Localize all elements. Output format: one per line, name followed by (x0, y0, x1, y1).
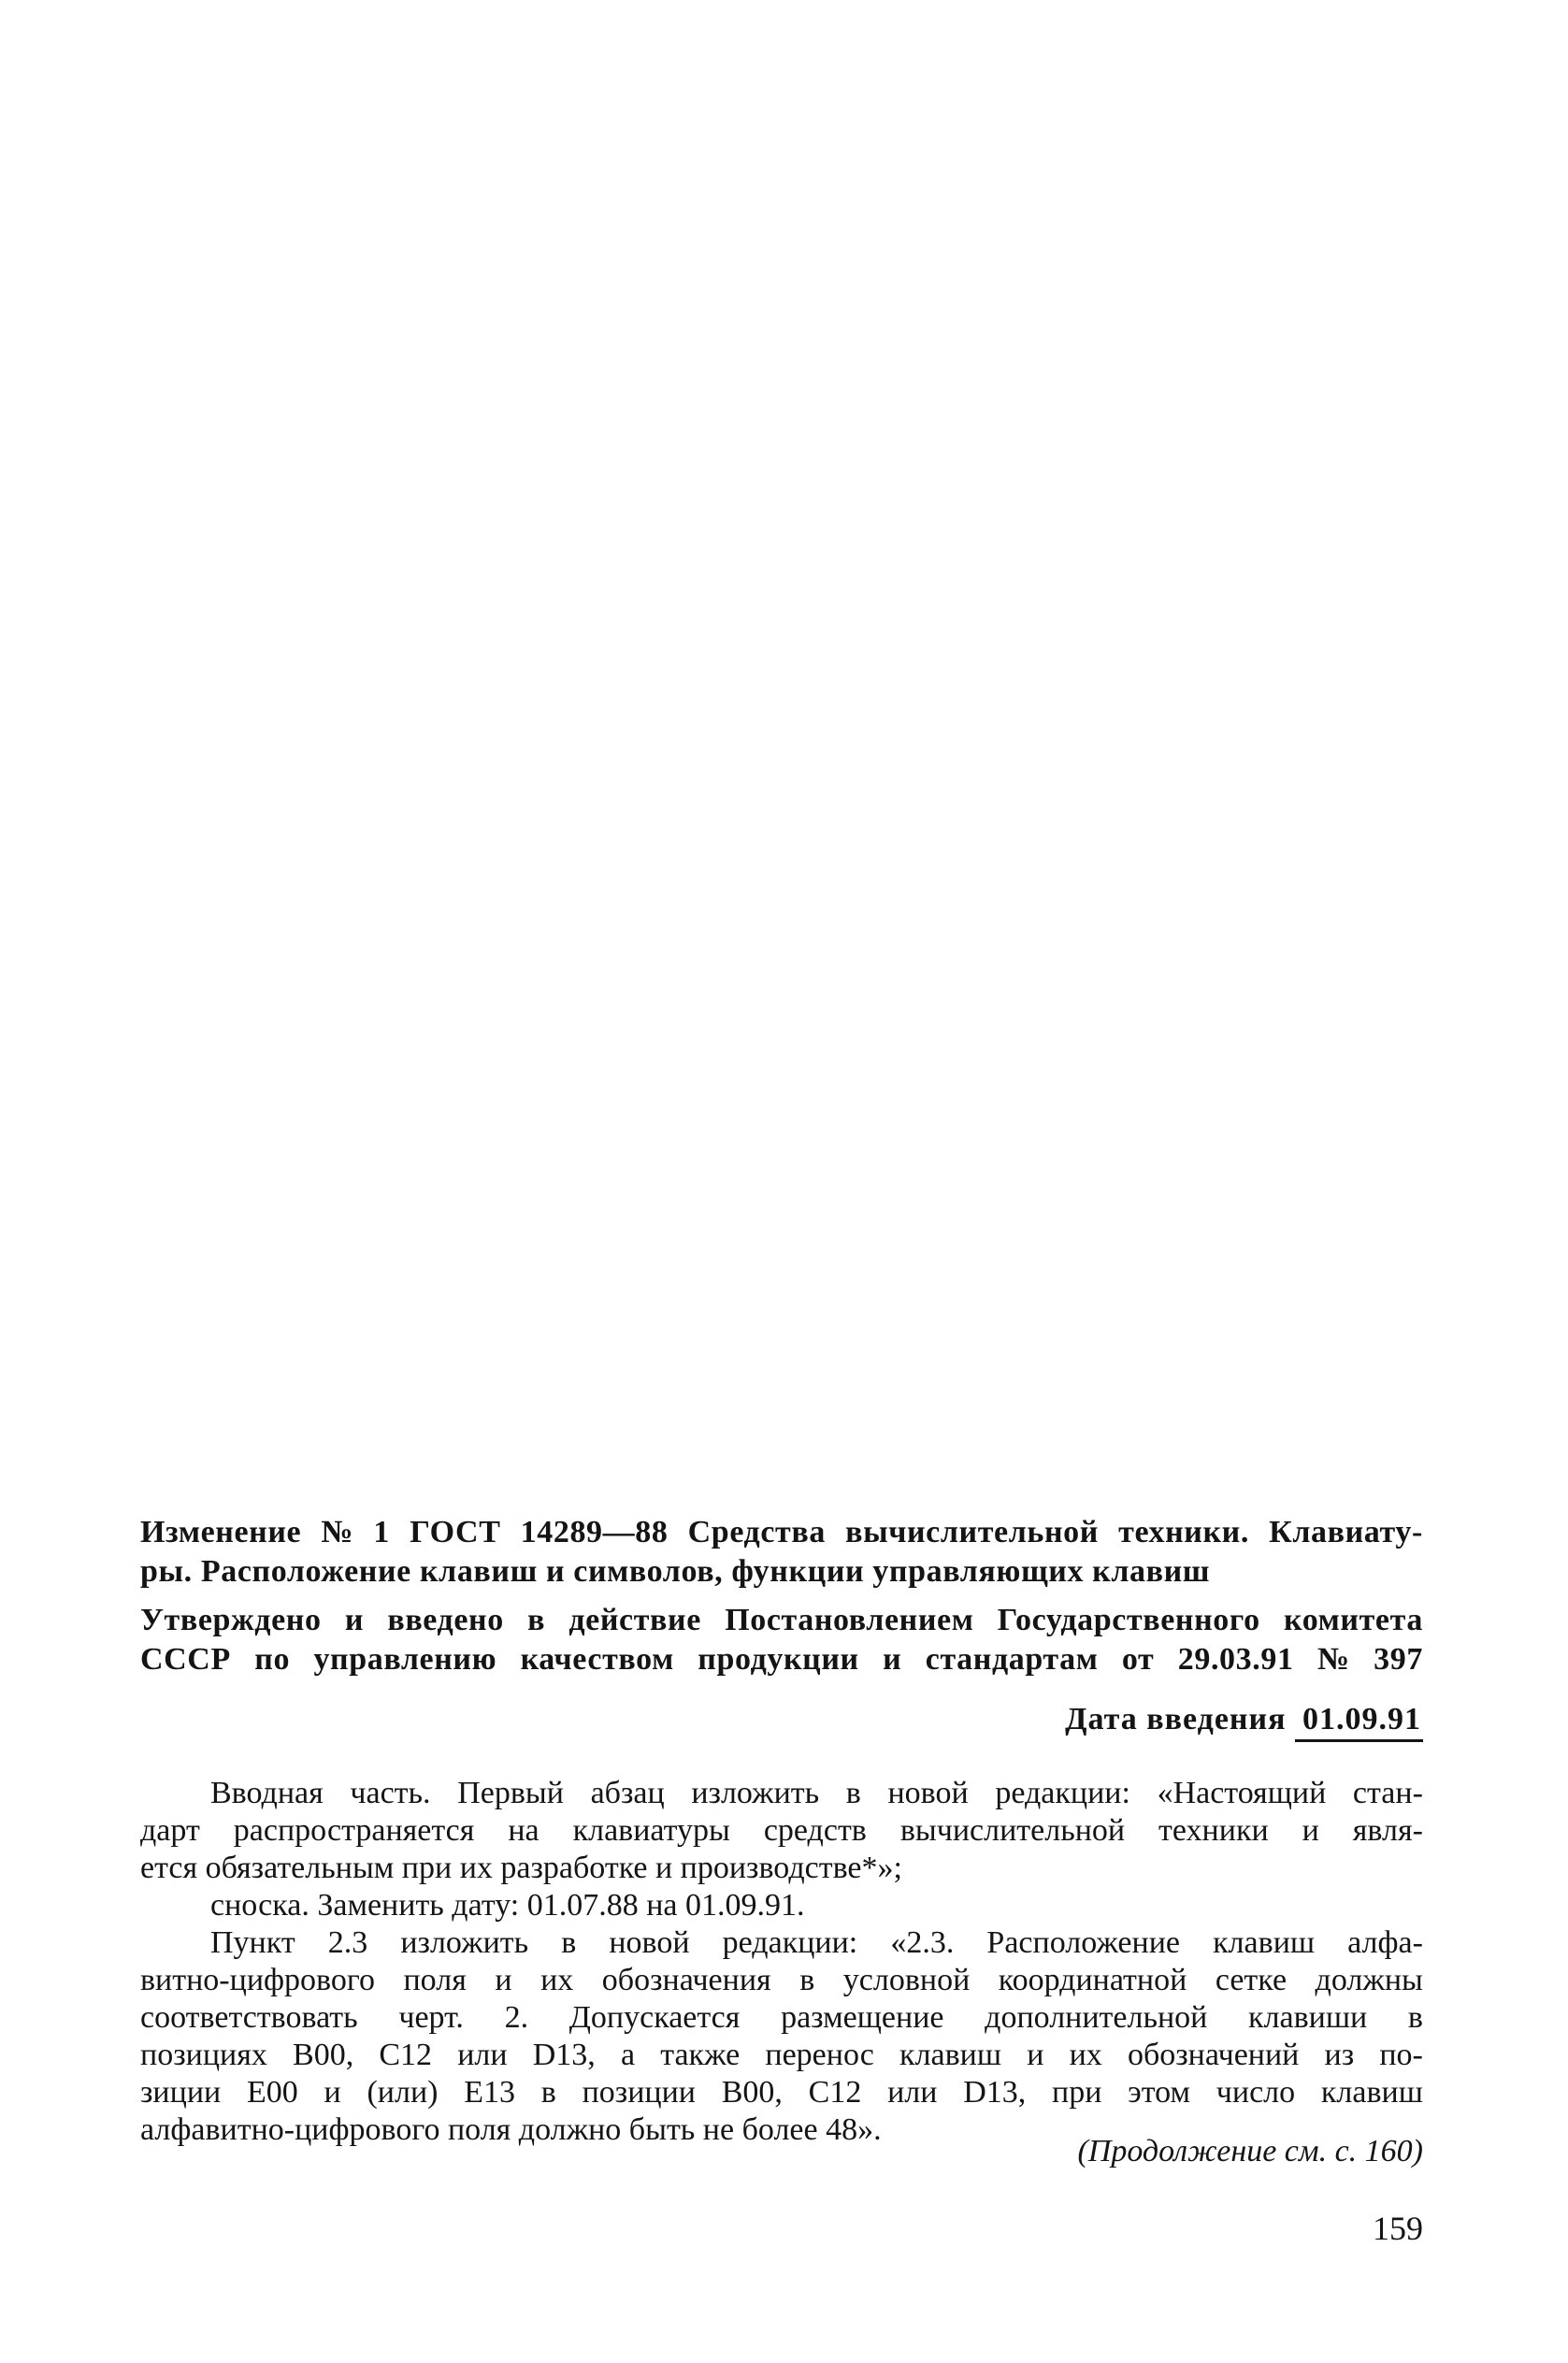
approval-line-1: Утверждено и введено в действие Постановлением Государственного комитета (140, 1603, 1423, 1637)
paragraph-clause-2-3 (140, 1924, 1423, 2149)
approval-line-2: СССР по управлению качеством продукции и стандартам от 29.03.91 № 397 (140, 1642, 1423, 1677)
paragraph-line: сноска. Заменить дату: 01.07.88 на 01.09.91. (210, 1888, 805, 1923)
title-line-1: Изменение № 1 ГОСТ 14289—88 Средства вычислительной техники. Клавиату- (140, 1515, 1423, 1549)
page-number: 159 (1373, 2210, 1423, 2247)
paragraph-line: ется обязательным при их разработке и производстве*»; (140, 1851, 902, 1885)
introduction-date-value: 01.09.91 (1295, 1702, 1423, 1742)
paragraph-line: алфавитно-цифрового поля должно быть не более 48». (140, 2112, 882, 2147)
title-line-2: ры. Расположение клавиш и символов, функции управляющих клавиш (140, 1554, 1211, 1589)
paragraph-line: соответствовать черт. 2. Допускается размещение дополнительной клавиши в (140, 2000, 1423, 2035)
introduction-date-label: Дата введения (1065, 1702, 1287, 1736)
paragraph-introduction-change (140, 1775, 1423, 1924)
paragraph-line: зиции Е00 и (или) Е13 в позиции В00, С12 или D13, при этом число клавиш (140, 2075, 1423, 2110)
introduction-date (1065, 1702, 1423, 1742)
continuation-note: (Продолжение см. с. 160) (1077, 2134, 1423, 2168)
paragraph-line: позициях В00, С12 или D13, а также перенос клавиш и их обозначений из по- (140, 2038, 1423, 2072)
approval-statement (140, 1601, 1423, 1679)
paragraph-line: витно-цифрового поля и их обозначения в условной координатной сетке должны (140, 1963, 1423, 1997)
paragraph-line: дарт распространяется на клавиатуры средств вычислительной техники и явля- (140, 1813, 1423, 1848)
paragraph-line: Вводная часть. Первый абзац изложить в новой редакции: «Настоящий стан- (210, 1776, 1423, 1810)
paragraph-line: Пункт 2.3 изложить в новой редакции: «2.3. Расположение клавиш алфа- (210, 1925, 1423, 1960)
amendment-title (140, 1513, 1423, 1592)
